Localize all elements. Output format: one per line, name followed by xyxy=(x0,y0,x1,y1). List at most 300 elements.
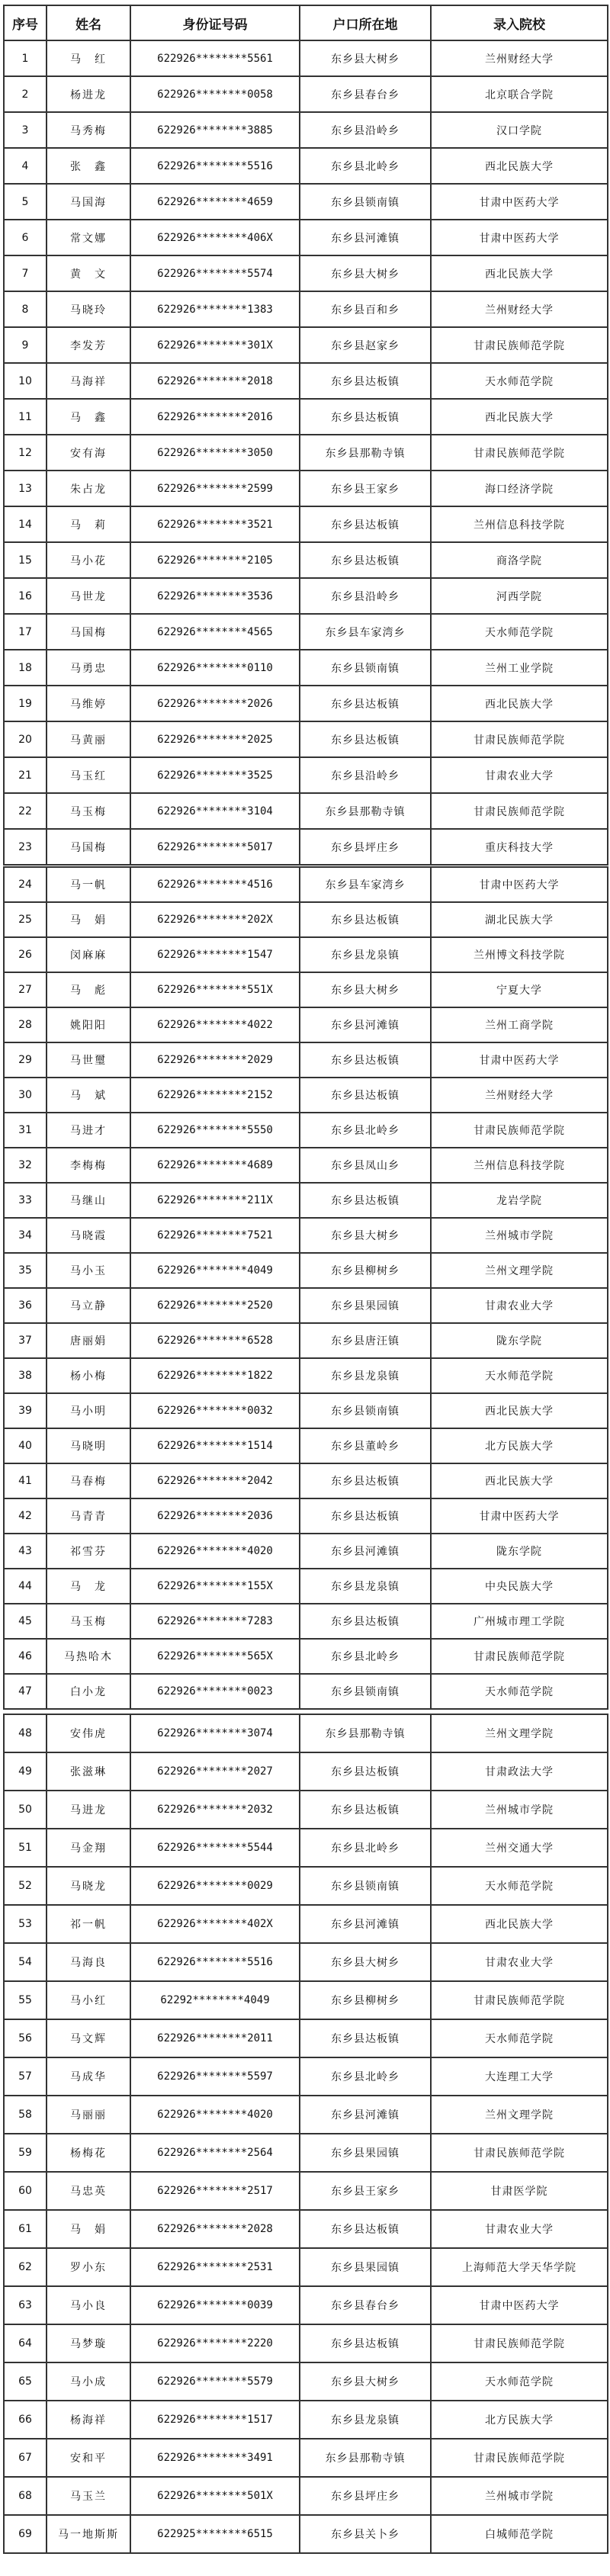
row-name: 马成华 xyxy=(47,2057,130,2096)
row-address: 东乡县河滩镇 xyxy=(300,1007,431,1042)
row-id-number: 622926********5550 xyxy=(130,1113,300,1148)
row-index: 40 xyxy=(4,1428,47,1463)
table-row xyxy=(4,184,608,220)
table-row xyxy=(4,2096,608,2134)
row-index: 68 xyxy=(4,2477,47,2515)
row-id-number: 622926********301X xyxy=(130,327,300,363)
row-index: 37 xyxy=(4,1323,47,1358)
table-row xyxy=(4,793,608,829)
row-address: 东乡县达板镇 xyxy=(300,399,431,435)
row-address: 东乡县龙泉镇 xyxy=(300,1358,431,1393)
row-name: 常文娜 xyxy=(47,220,130,255)
header-address: 户口所在地 xyxy=(300,5,431,40)
row-id-number: 622926********5597 xyxy=(130,2057,300,2096)
row-address: 东乡县达板镇 xyxy=(300,542,431,578)
row-name: 马世龙 xyxy=(47,578,130,614)
table-row xyxy=(4,2439,608,2477)
row-name: 马 莉 xyxy=(47,506,130,542)
row-address: 东乡县北岭乡 xyxy=(300,2057,431,2096)
row-name: 马梦璇 xyxy=(47,2324,130,2362)
row-school: 宁夏大学 xyxy=(431,972,608,1007)
row-id-number: 622926********3525 xyxy=(130,757,300,793)
row-id-number: 622926********5574 xyxy=(130,255,300,291)
row-school: 大连理工大学 xyxy=(431,2057,608,2096)
table-header-row xyxy=(4,5,608,40)
row-id-number: 622926********4659 xyxy=(130,184,300,220)
row-name: 杨海祥 xyxy=(47,2401,130,2439)
row-index: 25 xyxy=(4,902,47,937)
table-row xyxy=(4,937,608,972)
row-name: 马 龙 xyxy=(47,1569,130,1604)
row-name: 马 鑫 xyxy=(47,399,130,435)
row-address: 东乡县北岭乡 xyxy=(300,148,431,184)
table-row xyxy=(4,867,608,902)
row-index: 58 xyxy=(4,2096,47,2134)
row-name: 马 红 xyxy=(47,40,130,76)
row-address: 东乡县坪庄乡 xyxy=(300,829,431,865)
row-address: 东乡县达板镇 xyxy=(300,902,431,937)
row-address: 东乡县达板镇 xyxy=(300,1791,431,1829)
row-id-number: 622926********2517 xyxy=(130,2172,300,2210)
row-school: 兰州信息科技学院 xyxy=(431,1148,608,1183)
table-row xyxy=(4,327,608,363)
row-index: 43 xyxy=(4,1534,47,1569)
table-row xyxy=(4,1569,608,1604)
table-row xyxy=(4,220,608,255)
row-id-number: 622926********2105 xyxy=(130,542,300,578)
row-school: 天水师范学院 xyxy=(431,363,608,399)
table-row xyxy=(4,1113,608,1148)
row-index: 67 xyxy=(4,2439,47,2477)
row-index: 34 xyxy=(4,1218,47,1253)
row-name: 马热哈木 xyxy=(47,1639,130,1674)
row-name: 朱占龙 xyxy=(47,471,130,506)
row-name: 李梅梅 xyxy=(47,1148,130,1183)
row-id-number: 622926********0039 xyxy=(130,2286,300,2324)
row-id-number: 622926********5544 xyxy=(130,1829,300,1867)
row-school: 兰州财经大学 xyxy=(431,40,608,76)
row-school: 天水师范学院 xyxy=(431,2362,608,2401)
row-id-number: 622925********6515 xyxy=(130,2515,300,2553)
row-index: 29 xyxy=(4,1042,47,1078)
row-school: 甘肃医学院 xyxy=(431,2172,608,2210)
row-address: 东乡县达板镇 xyxy=(300,2324,431,2362)
row-id-number: 622926********501X xyxy=(130,2477,300,2515)
row-name: 杨梅花 xyxy=(47,2134,130,2172)
row-school: 北方民族大学 xyxy=(431,2401,608,2439)
row-school: 西北民族大学 xyxy=(431,148,608,184)
table-row xyxy=(4,1639,608,1674)
row-index: 50 xyxy=(4,1791,47,1829)
row-school: 甘肃中医药大学 xyxy=(431,1042,608,1078)
row-index: 60 xyxy=(4,2172,47,2210)
row-index: 61 xyxy=(4,2210,47,2248)
row-id-number: 622926********5579 xyxy=(130,2362,300,2401)
row-index: 23 xyxy=(4,829,47,865)
row-name: 马国梅 xyxy=(47,829,130,865)
row-address: 东乡县柳树乡 xyxy=(300,1981,431,2019)
row-index: 36 xyxy=(4,1288,47,1323)
row-school: 重庆科技大学 xyxy=(431,829,608,865)
row-school: 兰州工商学院 xyxy=(431,1007,608,1042)
table-row xyxy=(4,2057,608,2096)
row-id-number: 622926********1514 xyxy=(130,1428,300,1463)
table-row xyxy=(4,686,608,721)
row-name: 祁一帆 xyxy=(47,1905,130,1943)
row-id-number: 622926********1822 xyxy=(130,1358,300,1393)
row-id-number: 622926********1383 xyxy=(130,291,300,327)
table-row xyxy=(4,1042,608,1078)
table-row xyxy=(4,1007,608,1042)
header-index: 序号 xyxy=(4,5,47,40)
row-id-number: 622926********5516 xyxy=(130,1943,300,1981)
row-address: 东乡县果园镇 xyxy=(300,2134,431,2172)
row-index: 59 xyxy=(4,2134,47,2172)
row-index: 56 xyxy=(4,2019,47,2057)
row-id-number: 622926********2027 xyxy=(130,1752,300,1791)
row-index: 21 xyxy=(4,757,47,793)
row-id-number: 622926********2018 xyxy=(130,363,300,399)
row-school: 天水师范学院 xyxy=(431,1674,608,1709)
row-school: 甘肃农业大学 xyxy=(431,757,608,793)
row-address: 东乡县河滩镇 xyxy=(300,220,431,255)
row-school: 兰州工业学院 xyxy=(431,650,608,686)
row-id-number: 622926********1517 xyxy=(130,2401,300,2439)
row-name: 马玉梅 xyxy=(47,1604,130,1639)
row-name: 杨进龙 xyxy=(47,76,130,112)
row-id-number: 622926********3050 xyxy=(130,435,300,471)
header-school: 录入院校 xyxy=(431,5,608,40)
table-row xyxy=(4,1534,608,1569)
row-school: 甘肃农业大学 xyxy=(431,1288,608,1323)
row-id-number: 622926********0029 xyxy=(130,1867,300,1905)
row-address: 东乡县龙泉镇 xyxy=(300,2401,431,2439)
row-address: 东乡县北岭乡 xyxy=(300,1113,431,1148)
row-school: 甘肃民族师范学院 xyxy=(431,2324,608,2362)
row-name: 马海祥 xyxy=(47,363,130,399)
row-id-number: 622926********5017 xyxy=(130,829,300,865)
row-id-number: 622926********2152 xyxy=(130,1078,300,1113)
row-id-number: 622926********2025 xyxy=(130,721,300,757)
table-row xyxy=(4,363,608,399)
row-id-number: 622926********211X xyxy=(130,1183,300,1218)
row-name: 马海良 xyxy=(47,1943,130,1981)
row-id-number: 622926********4020 xyxy=(130,2096,300,2134)
row-school: 兰州文理学院 xyxy=(431,2096,608,2134)
table-row xyxy=(4,1323,608,1358)
row-school: 甘肃民族师范学院 xyxy=(431,793,608,829)
row-name: 安伟虎 xyxy=(47,1714,130,1752)
table-row xyxy=(4,1674,608,1709)
row-school: 兰州博文科技学院 xyxy=(431,937,608,972)
row-name: 马忠英 xyxy=(47,2172,130,2210)
table-row xyxy=(4,2172,608,2210)
row-index: 9 xyxy=(4,327,47,363)
table-row xyxy=(4,1943,608,1981)
table-row xyxy=(4,650,608,686)
table-row xyxy=(4,2210,608,2248)
row-name: 马继山 xyxy=(47,1183,130,1218)
row-school: 西北民族大学 xyxy=(431,1905,608,1943)
row-school: 兰州交通大学 xyxy=(431,1829,608,1867)
table-row xyxy=(4,112,608,148)
row-school: 天水师范学院 xyxy=(431,614,608,650)
row-id-number: 622926********3104 xyxy=(130,793,300,829)
row-id-number: 622926********551X xyxy=(130,972,300,1007)
row-name: 唐丽娟 xyxy=(47,1323,130,1358)
row-school: 甘肃中医药大学 xyxy=(431,184,608,220)
row-address: 东乡县锁南镇 xyxy=(300,1867,431,1905)
table-row xyxy=(4,1905,608,1943)
row-name: 马小红 xyxy=(47,1981,130,2019)
table-row xyxy=(4,1218,608,1253)
row-id-number: 622926********2599 xyxy=(130,471,300,506)
row-name: 马晓霞 xyxy=(47,1218,130,1253)
row-id-number: 622926********2042 xyxy=(130,1463,300,1498)
table-row xyxy=(4,721,608,757)
row-id-number: 622926********2531 xyxy=(130,2248,300,2286)
row-name: 马勇忠 xyxy=(47,650,130,686)
row-id-number: 622926********4020 xyxy=(130,1534,300,1569)
row-school: 兰州城市学院 xyxy=(431,1218,608,1253)
row-school: 天水师范学院 xyxy=(431,1867,608,1905)
row-id-number: 622926********0110 xyxy=(130,650,300,686)
row-school: 汉口学院 xyxy=(431,112,608,148)
row-id-number: 622926********4022 xyxy=(130,1007,300,1042)
row-school: 广州城市理工学院 xyxy=(431,1604,608,1639)
row-school: 甘肃中医药大学 xyxy=(431,867,608,902)
row-name: 马世璽 xyxy=(47,1042,130,1078)
table-row xyxy=(4,2515,608,2553)
row-address: 东乡县柳树乡 xyxy=(300,1253,431,1288)
row-index: 52 xyxy=(4,1867,47,1905)
row-name: 马 娟 xyxy=(47,2210,130,2248)
row-school: 海口经济学院 xyxy=(431,471,608,506)
row-address: 东乡县百和乡 xyxy=(300,291,431,327)
row-school: 天水师范学院 xyxy=(431,1358,608,1393)
row-address: 东乡县那勒寺镇 xyxy=(300,435,431,471)
row-school: 甘肃民族师范学院 xyxy=(431,1639,608,1674)
row-address: 东乡县达板镇 xyxy=(300,1078,431,1113)
row-name: 马进才 xyxy=(47,1113,130,1148)
row-address: 东乡县达板镇 xyxy=(300,2019,431,2057)
table-row xyxy=(4,1288,608,1323)
row-name: 马立静 xyxy=(47,1288,130,1323)
row-index: 47 xyxy=(4,1674,47,1709)
row-index: 45 xyxy=(4,1604,47,1639)
row-id-number: 622926********4565 xyxy=(130,614,300,650)
row-name: 马丽丽 xyxy=(47,2096,130,2134)
row-id-number: 622926********2028 xyxy=(130,2210,300,2248)
row-name: 张 鑫 xyxy=(47,148,130,184)
table-row xyxy=(4,76,608,112)
row-index: 55 xyxy=(4,1981,47,2019)
row-school: 兰州城市学院 xyxy=(431,1791,608,1829)
row-school: 西北民族大学 xyxy=(431,1463,608,1498)
row-address: 东乡县锁南镇 xyxy=(300,184,431,220)
table-row xyxy=(4,2362,608,2401)
row-school: 兰州文理学院 xyxy=(431,1253,608,1288)
row-address: 东乡县锁南镇 xyxy=(300,1393,431,1428)
row-index: 49 xyxy=(4,1752,47,1791)
row-address: 东乡县北岭乡 xyxy=(300,1829,431,1867)
row-address: 东乡县大树乡 xyxy=(300,972,431,1007)
row-school: 西北民族大学 xyxy=(431,1393,608,1428)
row-index: 8 xyxy=(4,291,47,327)
row-name: 黄 文 xyxy=(47,255,130,291)
row-index: 42 xyxy=(4,1498,47,1534)
row-address: 东乡县达板镇 xyxy=(300,363,431,399)
row-name: 马小成 xyxy=(47,2362,130,2401)
table-row xyxy=(4,829,608,865)
row-name: 马青青 xyxy=(47,1498,130,1534)
row-name: 马一地斯斯 xyxy=(47,2515,130,2553)
row-address: 东乡县北岭乡 xyxy=(300,1639,431,1674)
row-school: 甘肃中医药大学 xyxy=(431,220,608,255)
row-index: 15 xyxy=(4,542,47,578)
header-name: 姓名 xyxy=(47,5,130,40)
row-id-number: 622926********565X xyxy=(130,1639,300,1674)
enrollment-table-2 xyxy=(3,866,608,1710)
table-row xyxy=(4,2019,608,2057)
table-row xyxy=(4,578,608,614)
row-name: 马小明 xyxy=(47,1393,130,1428)
row-id-number: 622926********202X xyxy=(130,902,300,937)
row-id-number: 622926********2520 xyxy=(130,1288,300,1323)
row-address: 东乡县沿岭乡 xyxy=(300,757,431,793)
row-name: 罗小东 xyxy=(47,2248,130,2286)
table-row xyxy=(4,2324,608,2362)
row-index: 6 xyxy=(4,220,47,255)
row-address: 东乡县沿岭乡 xyxy=(300,112,431,148)
row-name: 姚阳阳 xyxy=(47,1007,130,1042)
row-index: 24 xyxy=(4,867,47,902)
row-name: 马小玉 xyxy=(47,1253,130,1288)
row-address: 东乡县大树乡 xyxy=(300,255,431,291)
table-row xyxy=(4,542,608,578)
table-row xyxy=(4,1358,608,1393)
row-index: 13 xyxy=(4,471,47,506)
table-row xyxy=(4,2286,608,2324)
row-id-number: 622926********2564 xyxy=(130,2134,300,2172)
row-school: 甘肃农业大学 xyxy=(431,1943,608,1981)
row-id-number: 622926********5516 xyxy=(130,148,300,184)
row-name: 安和平 xyxy=(47,2439,130,2477)
row-id-number: 622926********3521 xyxy=(130,506,300,542)
row-index: 1 xyxy=(4,40,47,76)
row-address: 东乡县大树乡 xyxy=(300,40,431,76)
row-address: 东乡县锁南镇 xyxy=(300,1674,431,1709)
row-address: 东乡县春台乡 xyxy=(300,76,431,112)
row-index: 39 xyxy=(4,1393,47,1428)
row-school: 西北民族大学 xyxy=(431,686,608,721)
row-id-number: 622926********402X xyxy=(130,1905,300,1943)
row-address: 东乡县董岭乡 xyxy=(300,1428,431,1463)
row-index: 5 xyxy=(4,184,47,220)
row-address: 东乡县那勒寺镇 xyxy=(300,793,431,829)
row-id-number: 622926********4689 xyxy=(130,1148,300,1183)
header-id: 身份证号码 xyxy=(130,5,300,40)
row-address: 东乡县沿岭乡 xyxy=(300,578,431,614)
row-name: 马春梅 xyxy=(47,1463,130,1498)
row-address: 东乡县达板镇 xyxy=(300,506,431,542)
row-index: 7 xyxy=(4,255,47,291)
row-id-number: 622926********155X xyxy=(130,1569,300,1604)
row-address: 东乡县达板镇 xyxy=(300,1042,431,1078)
row-id-number: 622926********6528 xyxy=(130,1323,300,1358)
table-row xyxy=(4,757,608,793)
row-address: 东乡县锁南镇 xyxy=(300,650,431,686)
row-index: 4 xyxy=(4,148,47,184)
row-address: 东乡县达板镇 xyxy=(300,1183,431,1218)
table-row xyxy=(4,1463,608,1498)
row-address: 东乡县达板镇 xyxy=(300,1463,431,1498)
row-id-number: 622926********7521 xyxy=(130,1218,300,1253)
row-address: 东乡县唐汪镇 xyxy=(300,1323,431,1358)
table-row xyxy=(4,399,608,435)
row-index: 19 xyxy=(4,686,47,721)
row-school: 甘肃民族师范学院 xyxy=(431,2134,608,2172)
row-index: 33 xyxy=(4,1183,47,1218)
row-name: 闵麻麻 xyxy=(47,937,130,972)
row-index: 41 xyxy=(4,1463,47,1498)
row-index: 20 xyxy=(4,721,47,757)
row-school: 甘肃中医药大学 xyxy=(431,1498,608,1534)
row-name: 马国海 xyxy=(47,184,130,220)
row-address: 东乡县大树乡 xyxy=(300,1218,431,1253)
row-id-number: 622926********2032 xyxy=(130,1791,300,1829)
row-school: 天水师范学院 xyxy=(431,2019,608,2057)
table-row xyxy=(4,435,608,471)
row-address: 东乡县王家乡 xyxy=(300,471,431,506)
row-name: 马黄丽 xyxy=(47,721,130,757)
row-index: 14 xyxy=(4,506,47,542)
table-row xyxy=(4,2134,608,2172)
table-row xyxy=(4,1791,608,1829)
row-id-number: 622926********0023 xyxy=(130,1674,300,1709)
row-index: 66 xyxy=(4,2401,47,2439)
row-id-number: 622926********4516 xyxy=(130,867,300,902)
row-index: 44 xyxy=(4,1569,47,1604)
table-row xyxy=(4,2401,608,2439)
row-name: 马 娟 xyxy=(47,902,130,937)
row-school: 甘肃民族师范学院 xyxy=(431,1113,608,1148)
table-row xyxy=(4,1829,608,1867)
row-index: 35 xyxy=(4,1253,47,1288)
row-index: 22 xyxy=(4,793,47,829)
row-address: 东乡县赵家乡 xyxy=(300,327,431,363)
row-school: 甘肃政法大学 xyxy=(431,1752,608,1791)
row-id-number: 622926********3074 xyxy=(130,1714,300,1752)
row-index: 31 xyxy=(4,1113,47,1148)
row-name: 马小良 xyxy=(47,2286,130,2324)
row-school: 甘肃农业大学 xyxy=(431,2210,608,2248)
table-row xyxy=(4,148,608,184)
row-name: 马晓玲 xyxy=(47,291,130,327)
row-id-number: 622926********0032 xyxy=(130,1393,300,1428)
row-school: 兰州文理学院 xyxy=(431,1714,608,1752)
row-index: 18 xyxy=(4,650,47,686)
row-id-number: 622926********3491 xyxy=(130,2439,300,2477)
row-name: 祁雪芬 xyxy=(47,1534,130,1569)
row-name: 马 斌 xyxy=(47,1078,130,1113)
row-index: 27 xyxy=(4,972,47,1007)
row-school: 甘肃中医药大学 xyxy=(431,2286,608,2324)
row-index: 3 xyxy=(4,112,47,148)
row-address: 东乡县达板镇 xyxy=(300,1498,431,1534)
row-name: 马玉兰 xyxy=(47,2477,130,2515)
row-school: 兰州城市学院 xyxy=(431,2477,608,2515)
